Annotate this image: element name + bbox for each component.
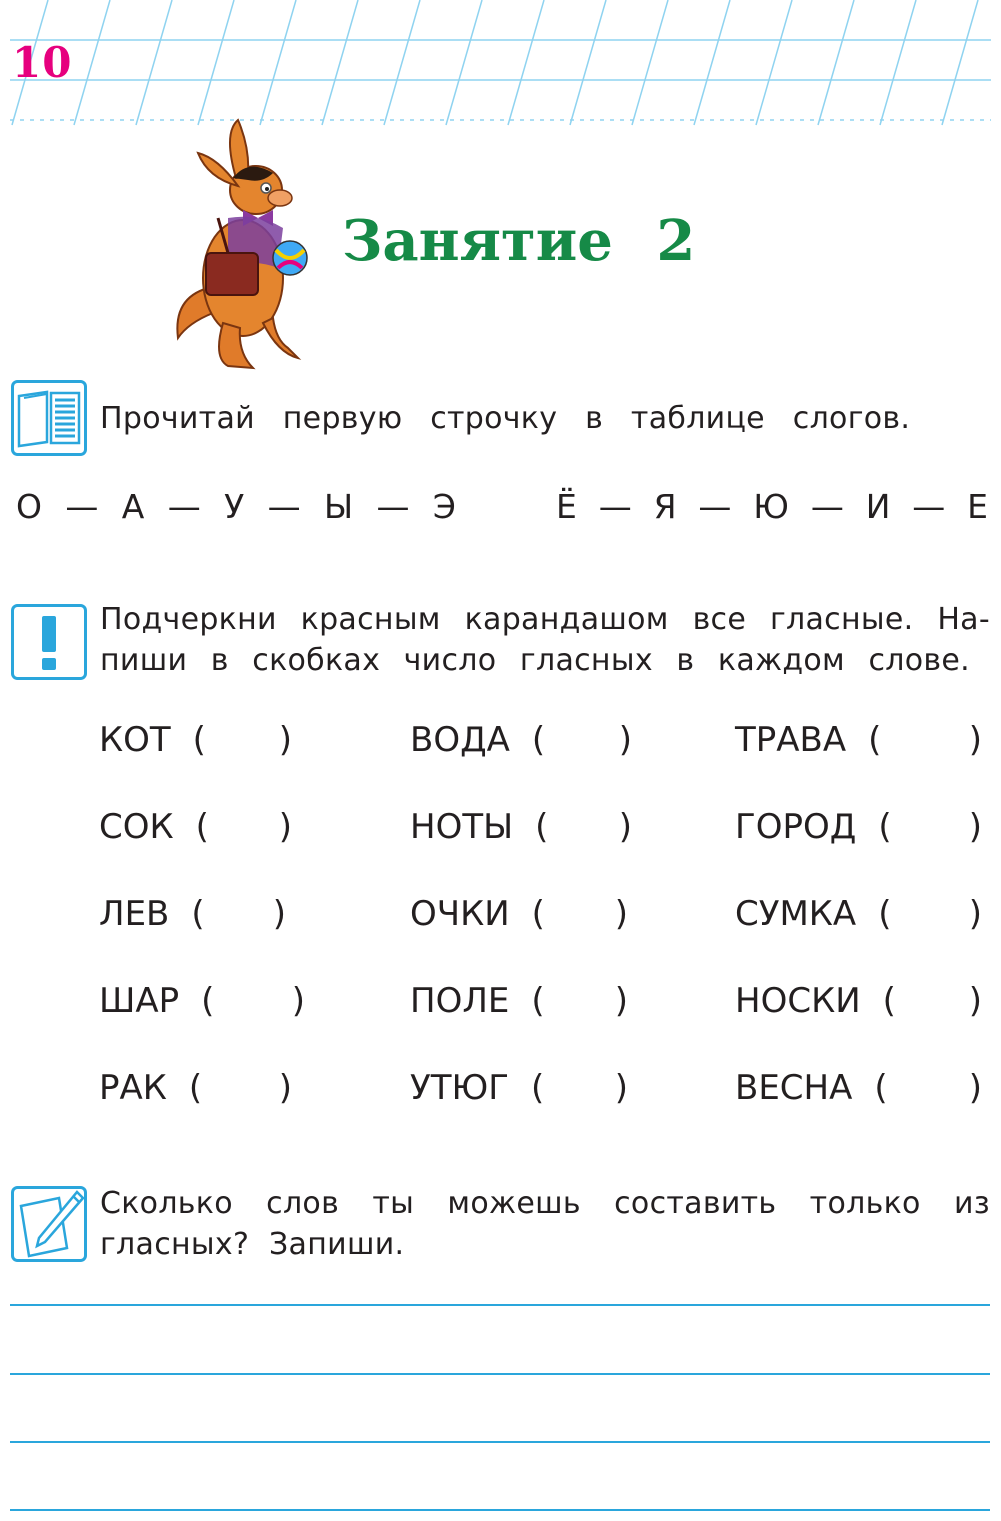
vowel-letter: Я: [653, 486, 677, 526]
word-text: ПОЛЕ: [410, 981, 510, 1021]
answer-paren-open: (: [531, 720, 546, 760]
answer-paren-close: ): [968, 894, 982, 934]
word-item: [410, 977, 628, 1025]
task1-instruction: [100, 398, 990, 439]
pen-writing-icon: [11, 1186, 87, 1262]
word-text: ТРАВА: [735, 720, 847, 760]
open-book-icon: [11, 380, 87, 456]
answer-paren-close: ): [272, 894, 286, 934]
word-text: СОК: [99, 807, 174, 847]
task2-line2: пиши в скобках число гласных в каждом слове.: [100, 643, 970, 678]
word-text: ЛЕВ: [99, 894, 170, 934]
word-text: ВЕСНА: [735, 1068, 853, 1108]
answer-paren-close: ): [968, 720, 982, 760]
answer-paren-open: (: [192, 720, 206, 760]
answer-paren-open: (: [531, 894, 545, 934]
answer-paren-open: (: [201, 981, 215, 1021]
word-text: СУМКА: [735, 894, 857, 934]
answer-paren-close: ): [968, 1068, 982, 1108]
vowel-row-hard: [16, 482, 456, 530]
task3-instruction: [100, 1183, 990, 1265]
answer-paren-open: (: [882, 981, 896, 1021]
vowel-letter: О: [16, 486, 42, 526]
answer-paren-open: (: [878, 807, 892, 847]
exclamation-icon: [11, 604, 87, 680]
answer-paren-open: (: [531, 981, 545, 1021]
word-item: [99, 977, 305, 1025]
task2-instruction: [100, 599, 990, 681]
word-item: [99, 803, 292, 851]
word-text: РАК: [99, 1068, 167, 1108]
copybook-header-lines: [0, 0, 1001, 130]
word-item: [735, 890, 982, 938]
word-item: [410, 890, 628, 938]
vowel-letter: А: [121, 486, 145, 526]
answer-paren-open: (: [530, 1068, 545, 1108]
word-text: ОЧКИ: [410, 894, 510, 934]
answer-line[interactable]: [10, 1509, 990, 1511]
word-item: [735, 803, 982, 851]
task3-line1: Сколько слов ты можешь составить только из: [100, 1186, 990, 1221]
word-item: [410, 716, 632, 764]
word-text: ШАР: [99, 981, 180, 1021]
answer-paren-close: ): [291, 981, 305, 1021]
dash-separator: —: [912, 486, 946, 526]
dash-separator: —: [698, 486, 732, 526]
answer-paren-open: (: [195, 807, 209, 847]
vowel-letter: Ё: [556, 486, 577, 526]
word-item: [735, 977, 982, 1025]
task1-text: Прочитай первую строчку в таблице слогов.: [100, 401, 911, 436]
lesson-title: Занятие 2: [342, 208, 696, 274]
answer-paren-close: ): [968, 807, 982, 847]
vowel-letter: И: [865, 486, 891, 526]
word-text: ГОРОД: [735, 807, 857, 847]
word-text: УТЮГ: [410, 1068, 509, 1108]
answer-paren-close: ): [614, 981, 628, 1021]
answer-line[interactable]: [10, 1304, 990, 1306]
answer-paren-open: (: [191, 894, 205, 934]
answer-paren-open: (: [188, 1068, 203, 1108]
page-number: 10: [12, 38, 73, 87]
word-text: КОТ: [99, 720, 171, 760]
word-text: ВОДА: [410, 720, 510, 760]
answer-paren-open: (: [535, 807, 549, 847]
word-item: [410, 1064, 628, 1112]
vowel-letter: Ы: [324, 486, 354, 526]
answer-paren-close: ): [968, 981, 982, 1021]
word-item: [735, 1064, 982, 1112]
answer-paren-close: ): [614, 894, 628, 934]
word-item: [99, 716, 292, 764]
word-text: НОСКИ: [735, 981, 861, 1021]
dash-separator: —: [65, 486, 99, 526]
answer-paren-open: (: [878, 894, 892, 934]
answer-paren-close: ): [614, 1068, 628, 1108]
answer-line[interactable]: [10, 1373, 990, 1375]
word-item: [99, 890, 286, 938]
vowel-letter: Ю: [753, 486, 789, 526]
answer-paren-close: ): [618, 807, 632, 847]
dash-separator: —: [167, 486, 201, 526]
dash-separator: —: [376, 486, 410, 526]
answer-paren-open: (: [868, 720, 882, 760]
answer-paren-open: (: [874, 1068, 888, 1108]
answer-paren-close: ): [278, 807, 292, 847]
task3-line2: гласных? Запиши.: [100, 1227, 405, 1262]
dash-separator: —: [598, 486, 632, 526]
word-item: [735, 716, 982, 764]
dash-separator: —: [810, 486, 844, 526]
word-item: [99, 1064, 292, 1112]
answer-line[interactable]: [10, 1441, 990, 1443]
answer-paren-close: ): [278, 720, 292, 760]
answer-paren-close: ): [278, 1068, 292, 1108]
task2-line1: Подчеркни красным карандашом все гласные. На-: [100, 602, 990, 637]
vowel-letter: У: [224, 486, 245, 526]
word-text: НОТЫ: [410, 807, 514, 847]
vowel-letter: Е: [967, 486, 988, 526]
word-item: [410, 803, 632, 851]
kangaroo-mascot-illustration: [168, 118, 318, 373]
vowel-row-soft: [556, 482, 988, 530]
answer-paren-close: ): [618, 720, 632, 760]
dash-separator: —: [267, 486, 301, 526]
vowel-letter: Э: [432, 486, 456, 526]
